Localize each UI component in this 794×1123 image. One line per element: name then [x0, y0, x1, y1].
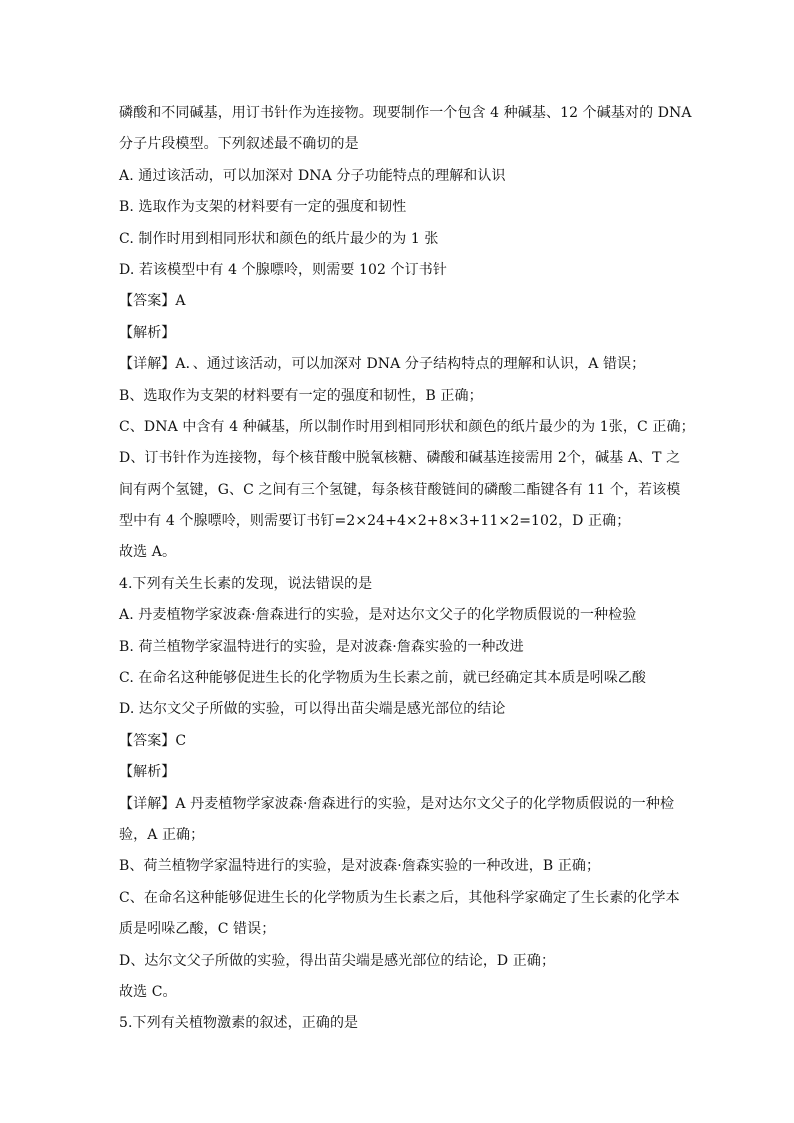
text-line: 分子片段模型。下列叙述最不确切的是: [119, 136, 359, 153]
conclusion-line: 故选 C。: [119, 983, 177, 1000]
text-line: C、在命名这种能够促进生长的化学物质为生长素之后，其他科学家确定了生长素的化学本: [119, 889, 680, 906]
text-line: 【详解】A．、通过该活动，可以加深对 DNA 分子结构特点的理解和认识，A 错误；: [119, 356, 646, 373]
text-line: 【详解】A 丹麦植物学家波森·詹森进行的实验，是对达尔文父子的化学物质假说的一种检: [119, 795, 675, 812]
text-line: 验，A 正确；: [119, 826, 205, 843]
text-line: D、订书针作为连接物，每个核苷酸中脱氧核糖、磷酸和碱基连接需用 2个，碱基 A、T 之: [119, 450, 681, 467]
text-line: 质是吲哚乙酸，C 错误；: [119, 921, 276, 938]
text-line: B、荷兰植物学家温特进行的实验，是对波森·詹森实验的一种改进，B 正确；: [119, 858, 601, 875]
answer-line: 【答案】C: [119, 732, 187, 749]
text-line: C、DNA 中含有 4 种碱基，所以制作时用到相同形状和颜色的纸片最少的为 1张，C 正确；: [119, 418, 695, 435]
text-line: 磷酸和不同碱基，用订书针作为连接物。现要制作一个包含 4 种碱基、12 个碱基对的 DNA: [119, 105, 692, 121]
option-line: A. 通过该活动，可以加深对 DNA 分子功能特点的理解和认识: [119, 167, 506, 184]
question-stem: 4.下列有关生长素的发现，说法错误的是: [119, 575, 373, 592]
text-line: D、达尔文父子所做的实验，得出苗尖端是感光部位的结论，D 正确；: [119, 952, 556, 969]
option-line: C. 在命名这种能够促进生长的化学物质为生长素之前，就已经确定其本质是吲哚乙酸: [119, 670, 647, 687]
analysis-heading: 【解析】: [119, 764, 176, 781]
option-line: B. 选取作为支架的材料要有一定的强度和韧性: [119, 199, 407, 216]
question-stem: 5.下列有关植物激素的叙述，正确的是: [119, 1015, 359, 1032]
option-line: A. 丹麦植物学家波森·詹森进行的实验，是对达尔文父子的化学物质假说的一种检验: [119, 607, 637, 624]
option-line: D. 达尔文父子所做的实验，可以得出苗尖端是感光部位的结论: [119, 701, 506, 718]
option-line: B. 荷兰植物学家温特进行的实验，是对波森·詹森实验的一种改进: [119, 638, 524, 655]
option-line: C. 制作时用到相同形状和颜色的纸片最少的为 1 张: [119, 230, 439, 247]
analysis-heading: 【解析】: [119, 324, 176, 341]
conclusion-line: 故选 A。: [119, 544, 177, 561]
document-page: [119, 98, 695, 1040]
answer-line: 【答案】A: [119, 293, 186, 310]
option-line: D. 若该模型中有 4 个腺嘌呤，则需要 102 个订书针: [119, 261, 447, 278]
text-line: B、选取作为支架的材料要有一定的强度和韧性，B 正确；: [119, 387, 483, 404]
text-line: 间有两个氢键，G、C 之间有三个氢键，每条核苷酸链间的磷酸二酯键各有 11 个，若该模: [119, 481, 681, 498]
text-line: 型中有 4 个腺嘌呤，则需要订书钉=2×24+4×2+8×3+11×2=102，D 正确；: [119, 513, 631, 530]
